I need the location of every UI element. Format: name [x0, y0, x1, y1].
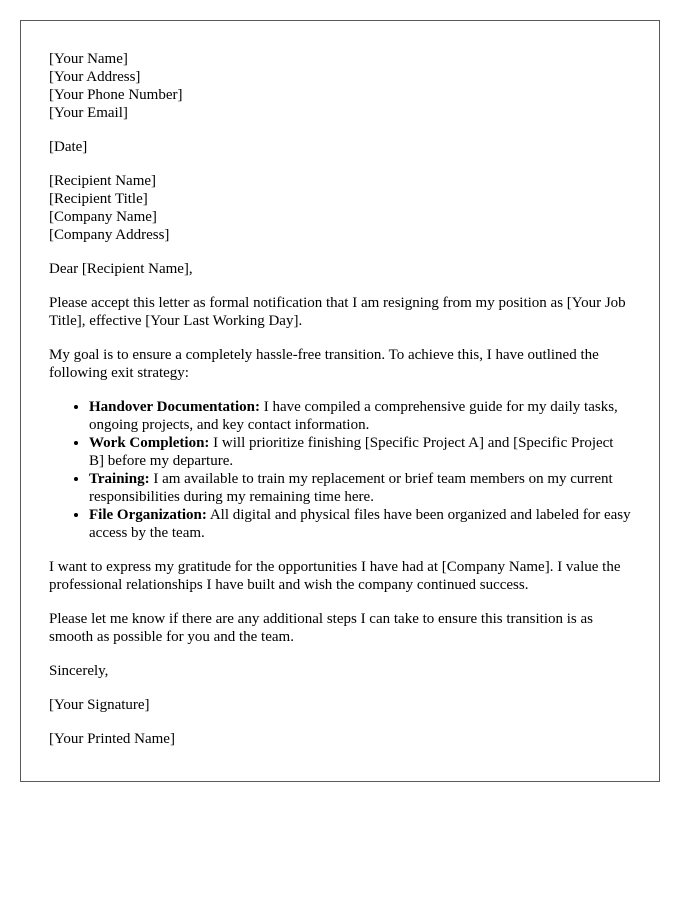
gratitude-paragraph: I want to express my gratitude for the opportunities I have had at [Company Name]. I value the professional relationships I have built and wish the company continued success. [49, 559, 621, 593]
list-item [89, 470, 631, 506]
recipient-address: [Company Address] [49, 227, 170, 243]
recipient-title: [Recipient Title] [49, 191, 148, 207]
sender-address: [Your Address] [49, 69, 141, 85]
goal-paragraph: My goal is to ensure a completely hassle-free transition. To achieve this, I have outlined the following exit strategy: [49, 347, 599, 381]
sender-name: [Your Name] [49, 51, 128, 67]
list-item-text: All digital and physical files have been organized and labeled for easy access by the team. [89, 507, 631, 541]
signature-placeholder: [Your Signature] [49, 697, 150, 713]
recipient-company: [Company Name] [49, 209, 157, 225]
recipient-info [49, 172, 631, 244]
sender-info [49, 50, 631, 122]
printed-name: [Your Printed Name] [49, 731, 175, 747]
list-item-term: Training: [89, 471, 150, 487]
sender-email: [Your Email] [49, 105, 128, 121]
resignation-letter [20, 20, 660, 782]
list-item-term: File Organization: [89, 507, 207, 523]
closing-request-paragraph: Please let me know if there are any additional steps I can take to ensure this transition is as smooth as possible for you and the team. [49, 611, 594, 645]
sender-phone: [Your Phone Number] [49, 87, 183, 103]
intro-paragraph: Please accept this letter as formal notification that I am resigning from my position as [Your Job Title], effective [Your Last Working Day]. [49, 295, 626, 329]
list-item [89, 506, 631, 542]
salutation: Dear [Recipient Name], [49, 261, 193, 277]
list-item-term: Handover Documentation: [89, 399, 260, 415]
list-item [89, 434, 631, 470]
date-text: [Date] [49, 139, 88, 155]
list-item-text: I am available to train my replacement or brief team members on my current responsibilities during my remaining time here. [89, 471, 613, 505]
signoff: Sincerely, [49, 663, 109, 679]
list-item-term: Work Completion: [89, 435, 210, 451]
list-item-text: I have compiled a comprehensive guide for my daily tasks, ongoing projects, and key contact information. [89, 399, 618, 433]
list-item-text: I will prioritize finishing [Specific Project A] and [Specific Project B] before my departure. [89, 435, 614, 469]
list-item [89, 398, 631, 434]
exit-strategy-list [49, 398, 631, 542]
recipient-name: [Recipient Name] [49, 173, 157, 189]
letter-date [49, 138, 631, 156]
